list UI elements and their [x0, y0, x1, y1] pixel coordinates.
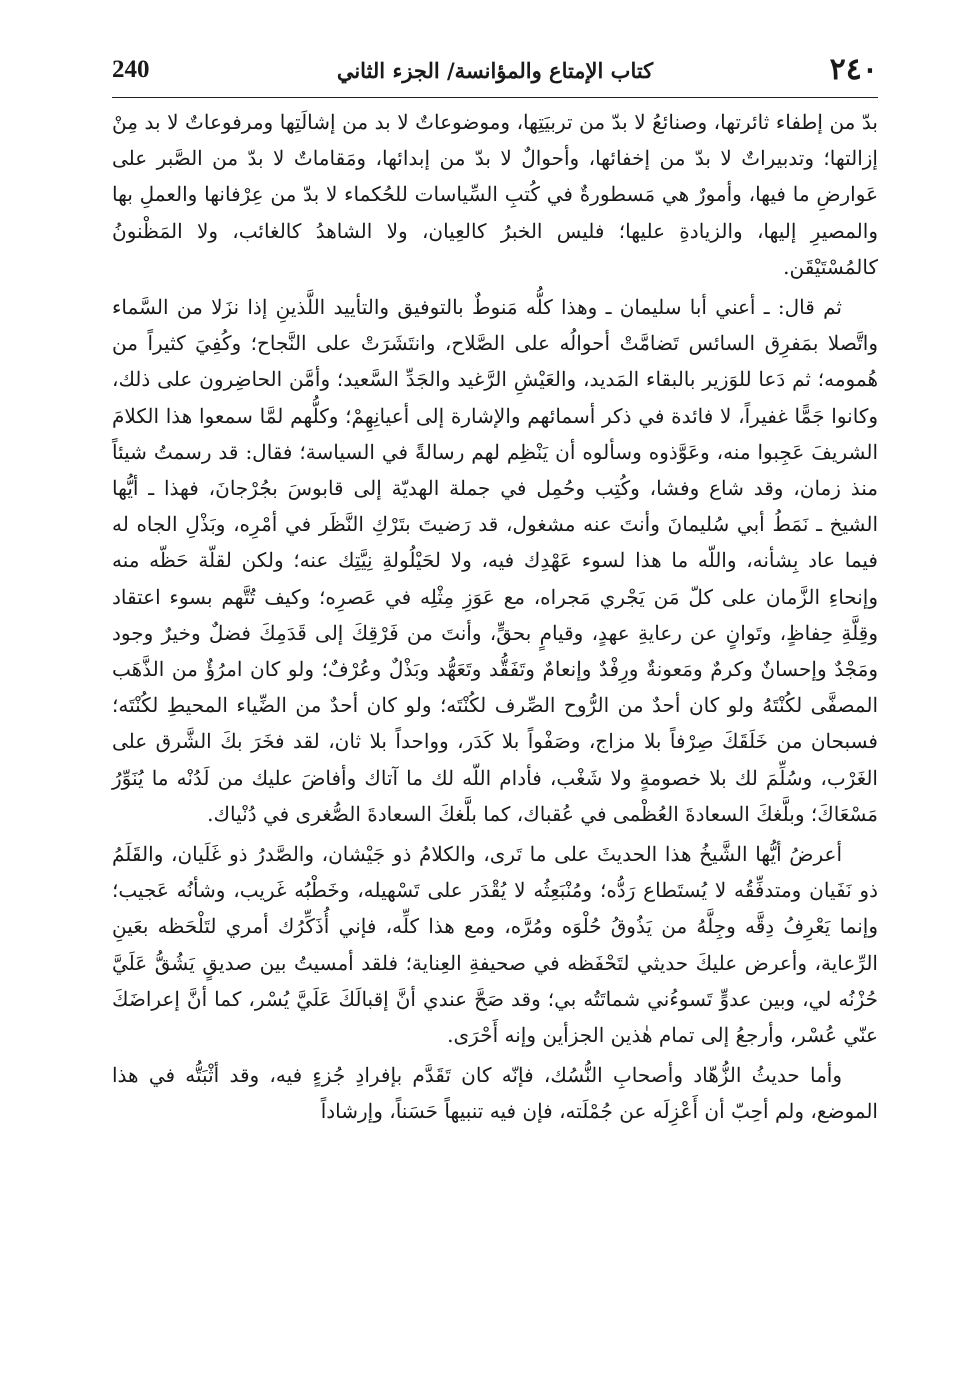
paragraph: أعرضُ أيُّها الشَّيخُ هذا الحديثَ على ما تَرى، والكلامُ ذو جَيْشان، والصَّدرُ ذو غَلَيان، والقَلَمُ ذو نَفَيان ومتدفِّقُه لا يُستَطاع رَدُّه؛ ومُنْبَعِثُه لا يُقْدَر على تَسْهيله، وخَطْبُه غَريب، وشأنُه عَجيب؛ وإنما يَعْرِفُ دِقَّه وجِلَّهُ من يَذُوقُ حُلْوَه ومُرَّه، ومع هذا كلِّه، فإني أُذَكِّرُك أمري لتَلْحَظه بعَينِ الرِّعاية، وأعرض عليكَ حديثي لتَحْفَظه في صحيفةِ العِناية؛ فلقد أمسيتُ بين صديقٍ يَشُقُّ عَلَيَّ حُزْنُه لي، وبين عدوٍّ تَسوءُني شماتَتُه بي؛ وقد صَحَّ عندي أنَّ إقبالَكَ عَلَيَّ يُسْر، كما أنَّ إعراضَكَ عنّي عُسْر، وأرجعُ إلى تمام هٰذين الجزأين وإنه أَحْرَى. [112, 842, 879, 1048]
paragraph: بدّ من إطفاء ثائرتها، وصنائعُ لا بدّ من تربيَتِها، وموضوعاتٌ لا بد من إشالَتِها ومرفوعاتٌ لا بد مِنْ إزالتها؛ وتدبيراتٌ لا بدّ من إخفائها، وأحوالٌ لا بدّ من إبدائها، ومَقاماتٌ لا بدّ من الصَّبر على عَوارضِ ما فيها، وأمورٌ هي مَسطورةٌ في كُتبِ السِّياسات للحُكماء لا بدّ من عِرْفانها والعملِ بها والمصيرِ إليها، والزيادةِ عليها؛ فليس الخبرُ كالعِيان، ولا الشاهدُ كالغائب، ولا المَظْنونُ كالمُسْتَيْقَن. [112, 110, 878, 279]
paragraph: وأما حديثُ الزُّهّاد وأصحابِ النُّسُك، فإنّه كان تَقَدَّم بإفرادِ جُزءٍ فيه، وقد أثْبَتُّه في هذا الموضع، ولم أحِبّ أن أَعْزِلَه عن جُمْلَته، فإن فيه تنبيهاً حَسَناً، وإرشاداً [112, 1063, 878, 1124]
body-text [112, 104, 878, 1134]
paragraph: ثم قال: ـ أعني أبا سليمان ـ وهذا كلُّه مَنوطٌ بالتوفيق والتأييد اللَّذينِ إذا نزَلا من السَّماء واتَّصلا بمَفرِق السائس تَضامَّتْ أحوالُه على الصَّلاح، وانتَشَرَتْ على النَّجاح؛ وكُفِيَ كثيراً من هُمومه؛ ثم دَعا للوَزير بالبقاء المَديد، والعَيْشِ الرَّغيد والجَدِّ السَّعيد؛ وأمَّن الحاضِرون على ذلك، وكانوا جَمًّا غفيراً، لا فائدة في ذكر أسمائهم والإشارة إلى أعيانِهِمْ؛ وكلُّهم لمَّا سمعوا هذا الكلامَ الشريفَ عَجِبوا منه، وعَوَّذوه وسألوه أن يَنْظِم لهم رسالةً في السياسة؛ فقال: قد رسمتُ شيئاً منذ زمان، وقد شاع وفشا، وكُتِب وحُمِل في جملة الهديّة إلى قابوسَ بجُرْجانَ، فهذا ـ أيُّها الشيخ ـ نَمَطُ أبي سُليمانَ وأنتَ عنه مشغول، قد رَضيتَ بتَرْكِ النَّظَر في أمْرِه، وبَذْلِ الجاه له فيما عاد بِشأنه، واللّه ما هذا لسوء عَهْدِك فيه، ولا لحَيْلُولةِ نِيَّتِك عنه؛ ولكن لقلّة حَظّه منه وإنحاءِ الزَّمان على كلّ مَن يَجْري مَجراه، مع عَوَزِ مِثْلِه في عَصرِه؛ وكيف تُتَّهم بسوء اعتقاد وقِلَّةِ حِفاظٍ، وتَوانٍ عن رعايةِ عهدٍ، وقيامٍ بحقٍّ، وأنتَ من فَرْقِكَ إلى قَدَمِكَ فضلٌ وخيرٌ وجود ومَجْدٌ وإحسانٌ وكرمٌ ومَعونةٌ ورِفْدٌ وإنعامٌ وتَفَقُّد وتَعَهُّد وبَذْلٌ وعُرْفٌ؛ ولو كان امرُؤٌ من الذَّهَب المصفَّى لكُنْتَهُ ولو كان أحدٌ من الرُّوح الصِّرف لكُنْتَه؛ ولو كان أحدٌ من الضِّياء المحيطِ لكُنْتَه؛ فسبحان من خَلَقَكَ صِرْفاً بلا مزاج، وصَفْواً بلا كَدَر، وواحداً بلا ثان، لقد فخَرَ بكَ الشَّرق على الغَرْب، وسُلِّمَ لك بلا خصومةٍ ولا شَغْب، فأدام اللّه لك ما آتاك وأفاضَ عليك من لَدُنْه ما يُنَوِّرُ مَسْعَاكَ؛ وبلَّغكَ السعادةَ العُظْمى في عُقباك، كما بلَّغكَ السعادةَ الصُّغرى في دُنْياك. [112, 295, 879, 826]
page-number-latin: 240 [112, 56, 150, 83]
header-divider [112, 97, 878, 98]
page-header [112, 50, 878, 94]
page-number-arabic: ٢٤٠ [829, 52, 878, 87]
running-title: كتاب الإمتاع والمؤانسة/ الجزء الثاني [336, 58, 654, 83]
